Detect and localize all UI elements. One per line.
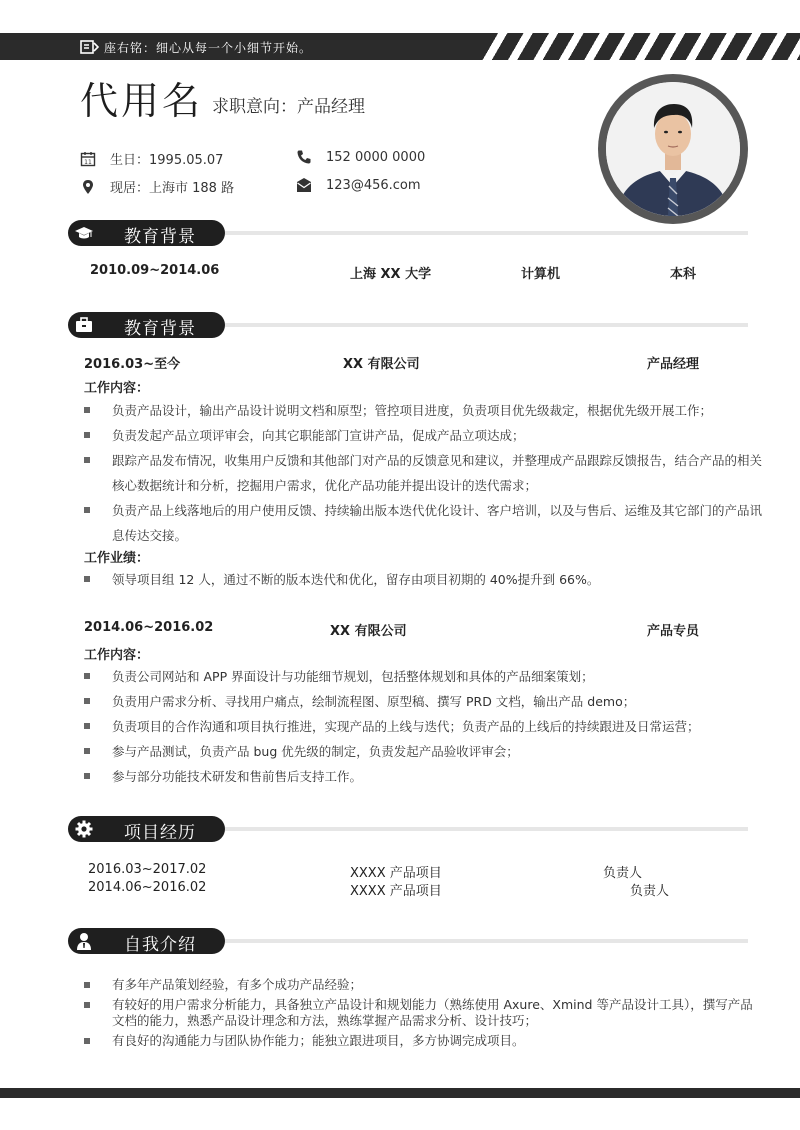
- list-item: 参与产品测试，负责产品 bug 优先级的制定，负责发起产品验收评审会；: [84, 739, 764, 764]
- email-info: [296, 177, 421, 193]
- phone-icon: [296, 149, 312, 165]
- address-text: 现居：上海市 188 路: [110, 181, 235, 196]
- section-title: 项目经历: [124, 823, 196, 843]
- section-header-projects: [68, 816, 225, 842]
- job-role: 产品经理: [647, 357, 700, 372]
- project-role: 负责人: [630, 884, 670, 899]
- duties-label: 工作内容：: [84, 648, 150, 663]
- section-education: [68, 220, 748, 246]
- list-item: 有多年产品策划经验，有多个成功产品经验；: [84, 977, 760, 993]
- job-period: 2016.03~至今: [84, 357, 181, 372]
- duties-label: 工作内容：: [84, 381, 150, 396]
- project-period: 2014.06~2016.02: [88, 880, 207, 895]
- job-period: 2014.06~2016.02: [84, 620, 214, 635]
- section-title: 自我介绍: [124, 935, 196, 955]
- motto-text: 座右铭：细心从每一个小细节开始。: [104, 40, 313, 55]
- briefcase-icon: [74, 315, 94, 335]
- section-header-work: [68, 312, 225, 338]
- gear-icon: [74, 819, 94, 839]
- project-period: 2016.03~2017.02: [88, 862, 207, 877]
- banner-stripes: [482, 33, 800, 60]
- bottom-bar: [0, 1088, 800, 1098]
- duties-list: [84, 398, 764, 548]
- list-item: 负责项目的合作沟通和项目执行推进，实现产品的上线与迭代；负责产品的上线后的持续跟进及日常运营；: [84, 714, 764, 739]
- project-name: XXXX 产品项目: [350, 866, 442, 881]
- motto: [80, 37, 312, 57]
- section-self-intro: [68, 928, 748, 954]
- job-company: XX 有限公司: [330, 624, 407, 639]
- profile-photo-frame: [598, 74, 748, 224]
- section-title: 教育背景: [124, 227, 196, 247]
- location-icon: [80, 179, 96, 195]
- edu-period: 2010.09~2014.06: [90, 263, 220, 278]
- section-divider: [225, 827, 748, 831]
- achievements-label: 工作业绩：: [84, 551, 150, 566]
- list-item: 有良好的沟通能力与团队协作能力；能独立跟进项目，多方协调完成项目。: [84, 1033, 760, 1049]
- graduation-cap-icon: [74, 223, 94, 243]
- section-divider: [225, 231, 748, 235]
- svg-text:11: 11: [84, 158, 92, 166]
- section-work: [68, 312, 748, 338]
- edu-major: 计算机: [521, 267, 561, 282]
- section-header-self-intro: [68, 928, 225, 954]
- mail-icon: [296, 177, 312, 193]
- email-text: 123@456.com: [326, 177, 421, 193]
- address-info: [80, 177, 234, 196]
- person-icon: [74, 931, 94, 951]
- calendar-icon: [80, 151, 96, 167]
- list-item: 负责产品设计，输出产品设计说明文档和原型；管控项目进度，负责项目优先级裁定，根据优先级开展工作；: [84, 398, 764, 423]
- achievements-list: [84, 567, 764, 592]
- birth-info: [80, 149, 223, 168]
- edu-degree: 本科: [670, 267, 697, 282]
- phone-text: 152 0000 0000: [326, 149, 426, 165]
- project-role: 负责人: [603, 866, 643, 881]
- top-banner: [0, 33, 800, 60]
- section-projects: [68, 816, 748, 842]
- phone-info: [296, 149, 425, 165]
- section-divider: [225, 323, 748, 327]
- job-role: 产品专员: [647, 624, 700, 639]
- list-item: 负责用户需求分析、寻找用户痛点，绘制流程图、原型稿、撰写 PRD 文档，输出产品 demo；: [84, 689, 764, 714]
- section-title: 教育背景: [124, 319, 196, 339]
- profile-photo: [606, 82, 740, 216]
- list-item: 有较好的用户需求分析能力，具备独立产品设计和规划能力（熟练使用 Axure、Xmind 等产品设计工具），撰写产品文档的能力，熟悉产品设计理念和方法，熟练掌握产品需求分析、设计技巧；: [84, 997, 760, 1029]
- project-name: XXXX 产品项目: [350, 884, 442, 899]
- job-company: XX 有限公司: [343, 357, 420, 372]
- list-item: 负责产品上线落地后的用户使用反馈、持续输出版本迭代优化设计、客户培训，以及与售后、运维及其它部门的产品讯息传达交接。: [84, 498, 764, 548]
- self-intro-list: [84, 977, 760, 1053]
- birth-text: 生日：1995.05.07: [110, 153, 224, 168]
- list-item: 参与部分功能技术研发和售前售后支持工作。: [84, 764, 764, 789]
- duties-list: [84, 664, 764, 789]
- edu-school: 上海 XX 大学: [350, 267, 432, 282]
- logo-icon: [80, 39, 100, 55]
- job-intent: 求职意向：产品经理: [212, 97, 365, 117]
- list-item: 领导项目组 12 人，通过不断的版本迭代和优化，留存由项目初期的 40%提升到 66%。: [84, 567, 764, 592]
- section-divider: [225, 939, 748, 943]
- list-item: 跟踪产品发布情况，收集用户反馈和其他部门对产品的反馈意见和建议，并整理成产品跟踪反馈报告，结合产品的相关核心数据统计和分析，挖掘用户需求，优化产品功能并提出设计的迭代需求；: [84, 448, 764, 498]
- candidate-name: 代用名: [80, 79, 204, 123]
- list-item: 负责发起产品立项评审会，向其它职能部门宣讲产品，促成产品立项达成；: [84, 423, 764, 448]
- section-header-education: [68, 220, 225, 246]
- list-item: 负责公司网站和 APP 界面设计与功能细节规划，包括整体规划和具体的产品细案策划；: [84, 664, 764, 689]
